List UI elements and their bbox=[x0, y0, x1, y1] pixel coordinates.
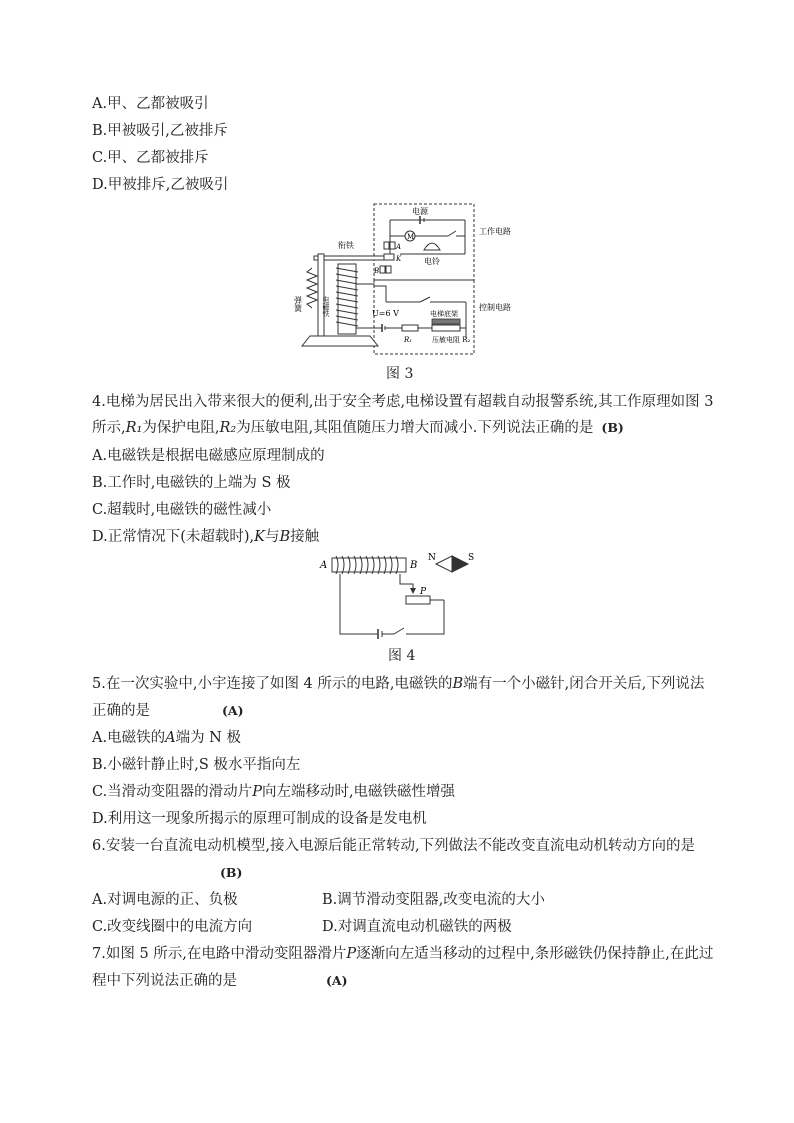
fig4-label-p: P bbox=[420, 587, 427, 597]
bell-label: 电铃 bbox=[424, 257, 440, 266]
q4-option-b: B.工作时,电磁铁的上端为 S 极 bbox=[92, 475, 291, 491]
armature-label: 衔铁 bbox=[338, 241, 354, 250]
q5-stem-line-1: 5.在一次实验中,小宇连接了如图 4 所示的电路,电磁铁的B端有一个小磁针,闭合开关后,下列说法 bbox=[92, 676, 705, 692]
q4-stem-line-1: 4.电梯为居民出入带来很大的便利,出于安全考虑,电梯设置有超载自动报警系统,其工作原理如图 3 bbox=[92, 394, 714, 410]
q3-option-a: A.甲、乙都被吸引 bbox=[92, 96, 209, 112]
contact-b-label: B bbox=[374, 267, 380, 275]
voltage-label: U=6 V bbox=[372, 309, 399, 318]
fig4-needle-n bbox=[436, 556, 452, 572]
q5-option-c: C.当滑动变阻器的滑动片P向左端移动时,电磁铁磁性增强 bbox=[92, 784, 456, 800]
q6-option-b: B.调节滑动变阻器,改变电流的大小 bbox=[322, 892, 545, 908]
figure-4-diagram bbox=[318, 548, 488, 640]
fig4-label-s: S bbox=[468, 553, 475, 563]
q3-option-d: D.甲被排斥,乙被吸引 bbox=[92, 177, 229, 193]
svg-text:M: M bbox=[407, 233, 415, 241]
r1-label: R₁ bbox=[404, 336, 413, 344]
q5-option-b: B.小磁针静止时,S 极水平指向左 bbox=[92, 757, 301, 773]
q7-stem-line-1: 7.如图 5 所示,在电路中滑动变阻器滑片P逐渐向左适当移动的过程中,条形磁铁仍保持静止,在此过 bbox=[92, 946, 714, 962]
q4-stem-line-2: 所示,R₁为保护电阻,R₂为压敏电阻,其阻值随压力增大而减小.下列说法正确的是 (B) bbox=[92, 420, 624, 436]
q4-option-c: C.超载时,电磁铁的磁性减小 bbox=[92, 502, 272, 518]
fig4-needle-s bbox=[452, 556, 468, 572]
electromagnet-label: 电磁铁 bbox=[322, 296, 330, 317]
q6-answer: (B) bbox=[220, 865, 243, 880]
figure-3-diagram bbox=[290, 198, 511, 358]
power-source-label: 电源 bbox=[412, 207, 428, 216]
fig4-label-b: B bbox=[410, 560, 418, 571]
contact-k-label: K bbox=[396, 255, 402, 263]
fig4-label-n: N bbox=[428, 553, 436, 563]
contact-a-label: A bbox=[396, 243, 402, 251]
q6-option-d: D.对调直流电动机磁铁的两极 bbox=[322, 919, 512, 935]
q4-option-d: D.正常情况下(未超载时),K与B接触 bbox=[92, 529, 320, 545]
q5-answer: (A) bbox=[222, 703, 244, 718]
q5-stem-line-2: 正确的是 (A) bbox=[92, 703, 244, 719]
figure-4-caption: 图 4 bbox=[388, 648, 416, 664]
q6-stem: 6.安装一台直流电动机模型,接入电源后能正常转动,下列做法不能改变直流电动机转动方向的是 bbox=[92, 838, 696, 854]
fig4-label-a: A bbox=[320, 560, 328, 571]
q3-option-c: C.甲、乙都被排斥 bbox=[92, 150, 209, 166]
spring-label: 弹簧 bbox=[293, 296, 303, 312]
fig4-rheostat bbox=[406, 596, 430, 604]
q6-option-c: C.改变线圈中的电流方向 bbox=[92, 919, 253, 935]
bell-symbol bbox=[424, 243, 440, 250]
resistor-r1 bbox=[402, 325, 418, 331]
spring-symbol bbox=[307, 268, 317, 308]
work-circuit-label: 工作电路 bbox=[479, 227, 511, 236]
q4-option-a: A.电磁铁是根据电磁感应原理制成的 bbox=[92, 448, 325, 464]
q5-option-a: A.电磁铁的A端为 N 极 bbox=[92, 730, 241, 746]
control-circuit-label: 控制电路 bbox=[479, 303, 511, 312]
q5-option-d: D.利用这一现象所揭示的原理可制成的设备是发电机 bbox=[92, 811, 427, 827]
q3-option-b: B.甲被吸引,乙被排斥 bbox=[92, 123, 228, 139]
resistor-r2 bbox=[432, 325, 460, 331]
q7-answer: (A) bbox=[326, 973, 348, 988]
q6-option-a: A.对调电源的正、负极 bbox=[92, 892, 238, 908]
elevator-floor-label: 电梯底架 bbox=[430, 310, 458, 318]
q4-answer: (B) bbox=[601, 420, 624, 435]
figure-3-caption: 图 3 bbox=[386, 366, 414, 382]
r2-label: 压敏电阻 R₂ bbox=[432, 336, 471, 344]
q7-stem-line-2: 程中下列说法正确的是 (A) bbox=[92, 973, 348, 989]
